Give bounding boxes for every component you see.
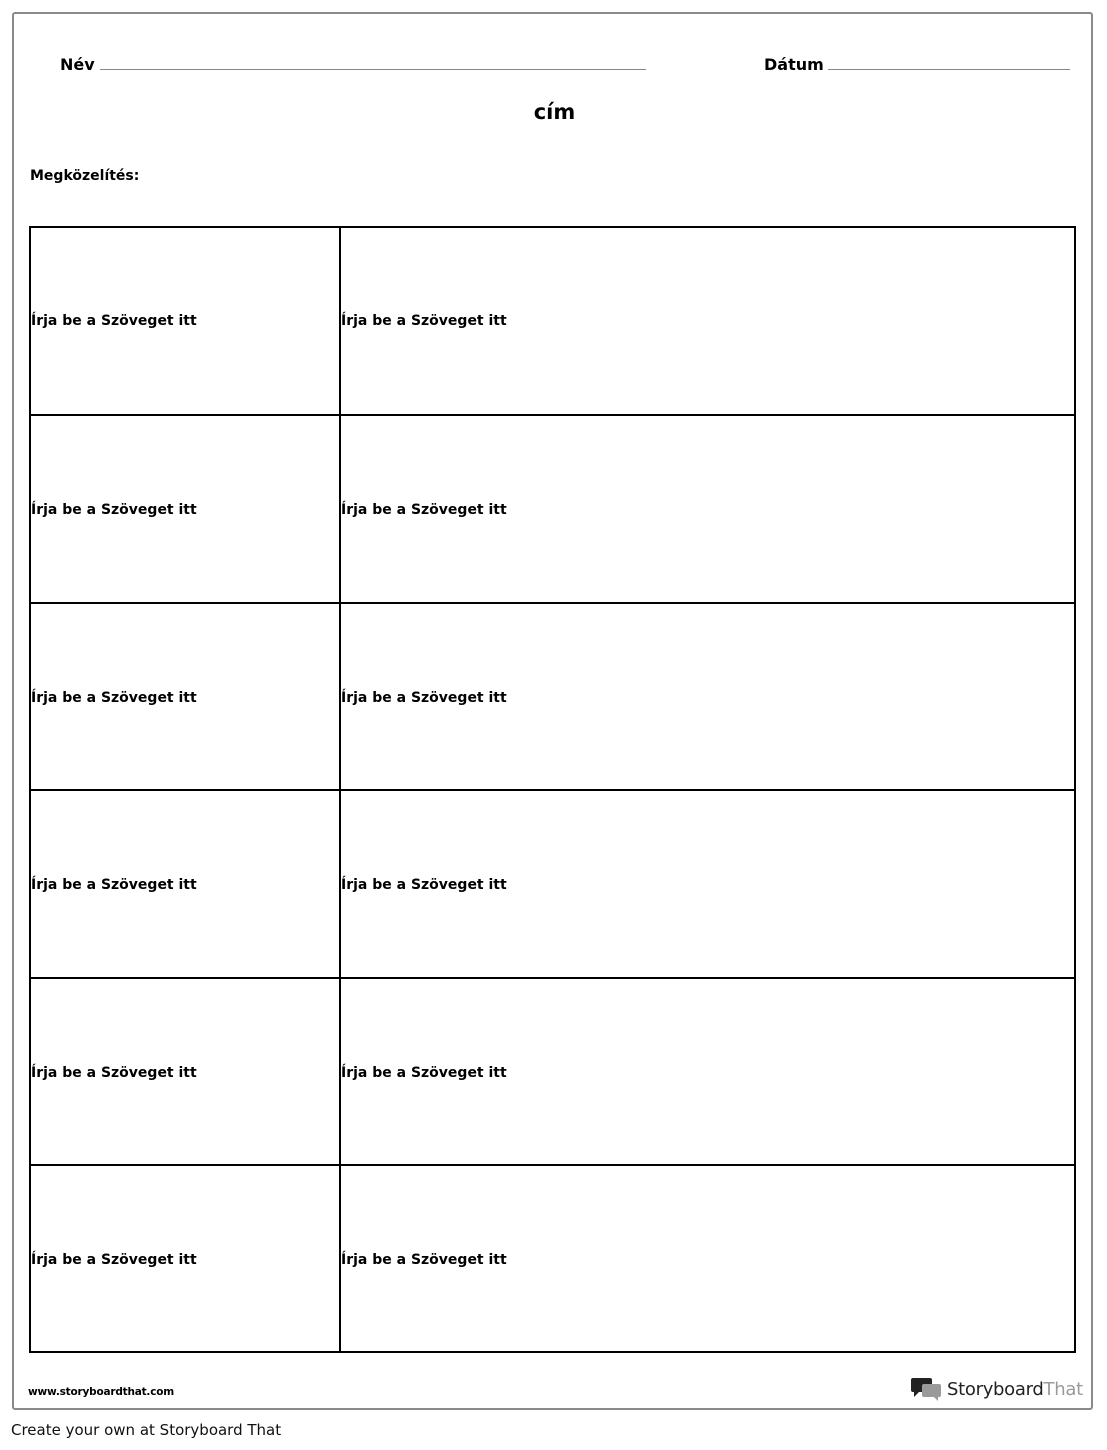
storyboardthat-logo [910, 1374, 1083, 1404]
table-row [31, 977, 1074, 1166]
table-cell-left[interactable]: Írja be a Szöveget itt [31, 228, 341, 414]
table-cell-right[interactable]: Írja be a Szöveget itt [341, 313, 507, 329]
logo-word-storyboard: Storyboard [947, 1378, 1044, 1400]
approach-label: Megközelítés: [30, 168, 140, 184]
table-row [31, 228, 1074, 414]
table-row [31, 602, 1074, 791]
content-table [29, 226, 1076, 1353]
table-cell-right[interactable]: Írja be a Szöveget itt [341, 877, 507, 893]
table-cell-right[interactable]: Írja be a Szöveget itt [341, 502, 507, 518]
table-cell-right[interactable]: Írja be a Szöveget itt [341, 1251, 507, 1268]
table-row [31, 414, 1074, 604]
table-cell-left[interactable]: Írja be a Szöveget itt [31, 1166, 341, 1353]
website-url: www.storyboardthat.com [28, 1386, 174, 1398]
table-row [31, 789, 1074, 979]
logo-wordmark [947, 1379, 1083, 1400]
table-cell-left[interactable]: Írja be a Szöveget itt [31, 979, 341, 1166]
name-label: Név [60, 55, 95, 74]
table-row [31, 1164, 1074, 1353]
create-your-own-link[interactable]: Create your own at Storyboard That [11, 1421, 282, 1439]
date-label: Dátum [764, 55, 824, 74]
date-line[interactable] [828, 69, 1070, 70]
table-cell-left[interactable]: Írja be a Szöveget itt [31, 416, 341, 604]
worksheet-title: cím [533, 100, 576, 124]
speech-bubbles-icon [910, 1376, 942, 1402]
table-cell-right[interactable]: Írja be a Szöveget itt [341, 1064, 507, 1081]
table-cell-left[interactable]: Írja be a Szöveget itt [31, 791, 341, 979]
logo-word-that: That [1043, 1378, 1083, 1400]
table-cell-right[interactable]: Írja be a Szöveget itt [341, 689, 507, 706]
name-line[interactable] [100, 69, 646, 70]
worksheet [12, 12, 1093, 1410]
table-cell-left[interactable]: Írja be a Szöveget itt [31, 604, 341, 791]
